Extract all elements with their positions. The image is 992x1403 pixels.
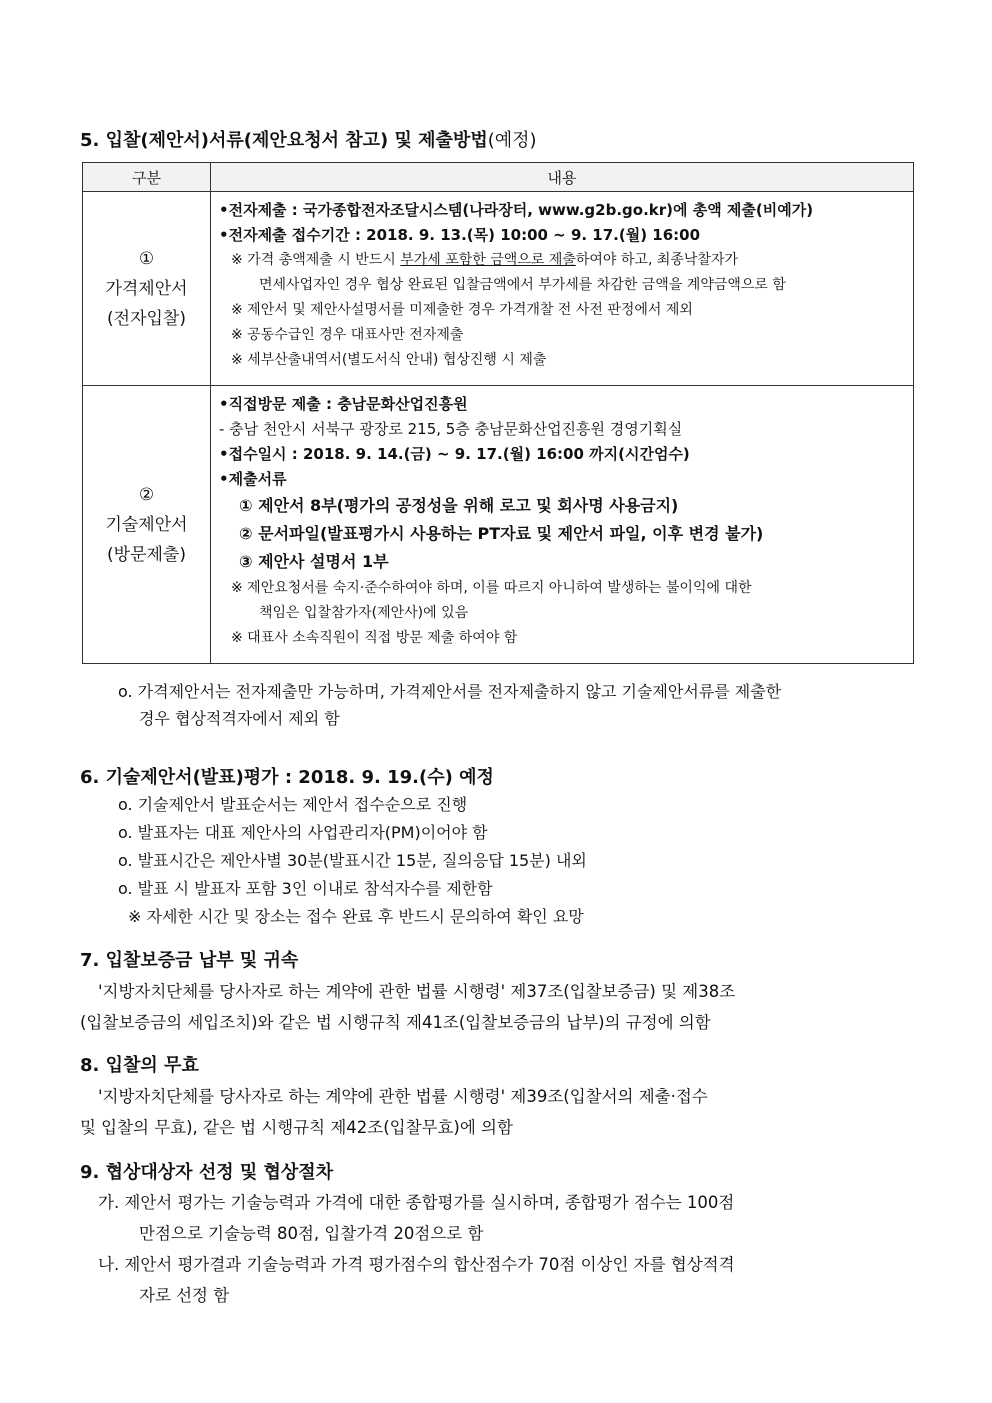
row2-item-3: ③ 제안사 설명서 1부 — [239, 552, 389, 571]
row2-name: 기술제안서 — [105, 514, 188, 535]
section-7-title: 7. 입찰보증금 납부 및 귀속 — [80, 950, 299, 971]
table-row-tech-proposal — [83, 386, 914, 664]
s6-bullet-3: o. 발표시간은 제안사별 30분(발표시간 15분, 질의응답 15분) 내외 — [118, 851, 587, 870]
row2-line-1: •직접방문 제출 : 충남문화산업진흥원 — [219, 395, 468, 413]
s5-after-line-1: o. 가격제안서는 전자제출만 가능하며, 가격제안서를 전자제출하지 않고 기술제안서류를 제출한 — [118, 682, 782, 701]
row2-item-2: ② 문서파일(발표평가시 사용하는 PT자료 및 제안서 파일, 이후 변경 불가) — [239, 524, 764, 543]
row1-line-2: •전자제출 접수기간 : 2018. 9. 13.(목) 10:00 ~ 9. 17.(월) 16:00 — [219, 226, 701, 244]
s6-bullet-4: o. 발표 시 발표자 포함 3인 이내로 참석자수를 제한함 — [118, 879, 493, 898]
row2-note-2: ※ 대표사 소속직원이 직접 방문 제출 하여야 함 — [231, 630, 518, 646]
section-8-title: 8. 입찰의 무효 — [80, 1055, 199, 1076]
table-row-price-proposal — [83, 192, 914, 386]
row2-note-1-cont: 책임은 입찰참가자(제안사)에 있음 — [259, 605, 469, 621]
row2-number: ② — [138, 484, 155, 505]
submission-table — [82, 162, 914, 664]
table-header-content: 내용 — [211, 163, 914, 192]
row1-note-2: ※ 제안서 및 제안사설명서를 미제출한 경우 가격개찰 전 사전 판정에서 제외 — [231, 302, 693, 318]
row2-note-1: ※ 제안요청서를 숙지·준수하여야 하며, 이를 따르지 아니하여 발생하는 불이익에 대한 — [231, 580, 752, 596]
category-cell-tech — [83, 386, 211, 664]
section-5-title-suffix: (예정) — [487, 130, 537, 151]
section-5-heading — [80, 126, 537, 152]
row1-note-3: ※ 공동수급인 경우 대표사만 전자제출 — [231, 327, 464, 343]
s9-item-b-line-2: 자로 선정 함 — [139, 1286, 230, 1305]
s6-bullet-2: o. 발표자는 대표 제안사의 사업관리자(PM)이어야 함 — [118, 823, 488, 842]
vat-underlined-text: 부가세 포함한 금액으로 제출 — [400, 252, 576, 268]
s7-para-line-1: '지방자치단체를 당사자로 하는 계약에 관한 법률 시행령' 제37조(입찰보증금) 및 제38조 — [98, 982, 736, 1001]
row1-subname: (전자입찰) — [107, 308, 186, 329]
table-header-row — [83, 163, 914, 192]
row2-line-4: •제출서류 — [219, 470, 287, 488]
row1-line-1: •전자제출 : 국가종합전자조달시스템(나라장터, www.g2b.go.kr)에 총액 제출(비예가) — [219, 201, 814, 219]
s9-item-b-line-1: 나. 제안서 평가결과 기술능력과 가격 평가점수의 합산점수가 70점 이상인 자를 협상적격 — [98, 1255, 735, 1274]
s6-bullet-1: o. 기술제안서 발표순서는 제안서 접수순으로 진행 — [118, 795, 468, 814]
row1-note-1-cont: 면세사업자인 경우 협상 완료된 입찰금액에서 부가세를 차감한 금액을 계약금액으로 함 — [259, 277, 786, 293]
section-6-title: 6. 기술제안서(발표)평가 : 2018. 9. 19.(수) 예정 — [80, 767, 494, 788]
row2-line-3: •접수일시 : 2018. 9. 14.(금) ~ 9. 17.(월) 16:00 까지(시간엄수) — [219, 445, 690, 463]
s6-note: ※ 자세한 시간 및 장소는 접수 완료 후 반드시 문의하여 확인 요망 — [128, 907, 584, 926]
s9-item-a-line-1: 가. 제안서 평가는 기술능력과 가격에 대한 종합평가를 실시하며, 종합평가 점수는 100점 — [98, 1193, 735, 1212]
row2-item-1: ① 제안서 8부(평가의 공정성을 위해 로고 및 회사명 사용금지) — [239, 496, 679, 515]
row1-note-1: ※ 가격 총액제출 시 반드시 부가세 포함한 금액으로 제출하여야 하고, 최종낙찰자가 — [231, 252, 738, 268]
category-cell-price — [83, 192, 211, 386]
row2-subname: (방문제출) — [107, 544, 186, 565]
s7-para-line-2: (입찰보증금의 세입조치)와 같은 법 시행규칙 제41조(입찰보증금의 납부)의 규정에 의함 — [80, 1013, 711, 1032]
row1-number: ① — [138, 248, 155, 269]
row1-note-4: ※ 세부산출내역서(별도서식 안내) 협상진행 시 제출 — [231, 352, 547, 368]
section-9-title: 9. 협상대상자 선정 및 협상절차 — [80, 1162, 334, 1183]
content-cell-tech — [211, 386, 914, 664]
section-5-title: 5. 입찰(제안서)서류(제안요청서 참고) 및 제출방법 — [80, 130, 488, 151]
row1-name: 가격제안서 — [105, 278, 188, 299]
s9-item-a-line-2: 만점으로 기술능력 80점, 입찰가격 20점으로 함 — [139, 1224, 484, 1243]
row2-line-2: - 충남 천안시 서북구 광장로 215, 5층 충남문화산업진흥원 경영기획실 — [219, 420, 683, 438]
s8-para-line-2: 및 입찰의 무효), 같은 법 시행규칙 제42조(입찰무효)에 의함 — [80, 1118, 513, 1137]
content-cell-price — [211, 192, 914, 386]
table-header-category: 구분 — [83, 163, 211, 192]
s5-after-line-2: 경우 협상적격자에서 제외 함 — [139, 709, 340, 728]
s8-para-line-1: '지방자치단체를 당사자로 하는 계약에 관한 법률 시행령' 제39조(입찰서의 제출·접수 — [98, 1087, 708, 1106]
